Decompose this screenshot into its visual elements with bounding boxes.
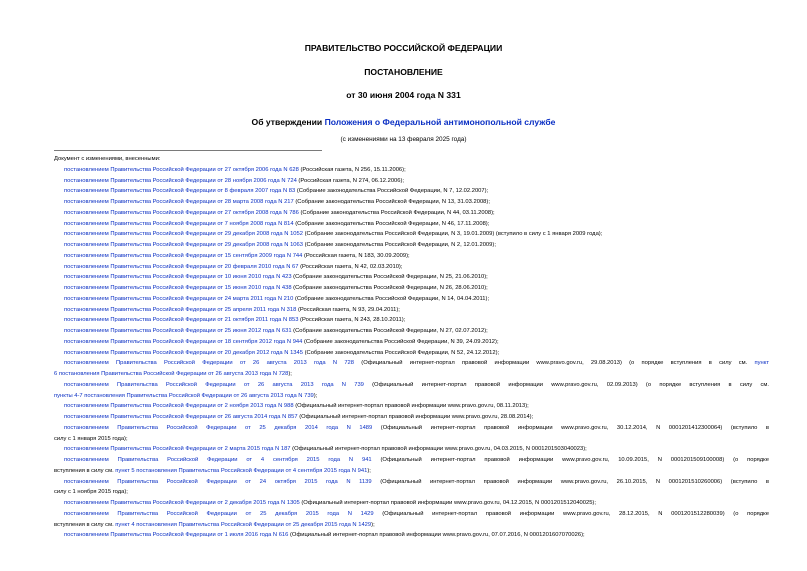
amendment-link[interactable]: постановлением Правительства Российской Федерации от 25 декабря 2014 года N 1489 [64, 425, 373, 431]
amendment-link[interactable]: постановлением Правительства Российской Федерации от 24 октября 2015 года N 1139 [64, 479, 372, 485]
amendment-continuation [54, 370, 769, 379]
revision-note: (с изменениями на 13 февраля 2025 года) [340, 136, 467, 143]
document-type: ПОСТАНОВЛЕНИЕ [364, 67, 443, 77]
amendment-source: (Собрание законодательства Российской Федерации, N 52, 24.12.2012); [302, 350, 500, 356]
amendment-source: (Официальный интернет-портал правовой информации www.pravo.gov.ru, 10.09.2015, N 0001201509100008) (о порядке [371, 457, 769, 463]
amendment-source: (Официальный интернет-портал правовой информации www.pravo.gov.ru, 08.11.2013); [293, 403, 529, 409]
amendment-link[interactable]: постановлением Правительства Российской Федерации от 8 февраля 2007 года N 83 [64, 188, 296, 194]
issuer-title: ПРАВИТЕЛЬСТВО РОССИЙСКОЙ ФЕДЕРАЦИИ [304, 43, 503, 53]
amendment-link[interactable]: постановлением Правительства Российской Федерации от 26 августа 2013 года N 728 [64, 360, 355, 366]
continuation-text: силу с 1 января 2015 года); [54, 436, 128, 442]
continuation-link[interactable]: пункт 5 постановления Правительства Российской Федерации от 4 сентября 2015 года N 941 [115, 468, 368, 474]
amendment-source: (Официальный интернет-портал правовой информации www.pravo.gov.ru, 07.07.2016, N 0001201607070026); [288, 532, 585, 538]
amendment-link[interactable]: постановлением Правительства Российской Федерации от 26 августа 2014 года N 857 [64, 414, 298, 420]
amendment-item [64, 273, 769, 282]
amendment-continuation [54, 392, 769, 401]
continuation-link[interactable]: 6 постановления Правительства Российской Федерации от 26 августа 2013 года N 728 [54, 371, 289, 377]
amendment-link[interactable]: постановлением Правительства Российской Федерации от 7 ноября 2008 года N 814 [64, 221, 294, 227]
amendment-link[interactable]: постановлением Правительства Российской Федерации от 1 июля 2016 года N 616 [64, 532, 289, 538]
amendment-link[interactable]: постановлением Правительства Российской Федерации от 2 марта 2015 года N 187 [64, 446, 291, 452]
amendment-source: (Собрание законодательства Российской Федерации, N 46, 17.11.2008); [293, 221, 490, 227]
amendment-source: (Собрание законодательства Российской Федерации, N 13, 31.03.2008); [293, 199, 490, 205]
amendment-source: (Собрание законодательства Российской Федерации, N 27, 02.07.2012); [291, 328, 488, 334]
amendment-source: (Собрание законодательства Российской Федерации, N 44, 03.11.2008); [298, 210, 495, 216]
amendment-item [64, 209, 769, 218]
amendment-link[interactable]: постановлением Правительства Российской Федерации от 27 октября 2006 года N 628 [64, 167, 299, 173]
amendment-continuation [54, 488, 769, 497]
continuation-text: ); [313, 393, 318, 399]
amendment-link[interactable]: постановлением Правительства Российской Федерации от 25 июня 2012 года N 631 [64, 328, 292, 334]
amendment-source: (Российская газета, N 274, 06.12.2006); [296, 178, 405, 184]
amendment-source: (Российская газета, N 256, 15.11.2006); [298, 167, 406, 173]
amendment-link[interactable]: постановлением Правительства Российской Федерации от 15 июня 2010 года N 438 [64, 285, 292, 291]
amendment-source: (Российская газета, N 93, 29.04.2011); [296, 307, 400, 313]
amendment-item [64, 284, 769, 293]
amendment-item [64, 402, 769, 411]
amendment-item [64, 499, 769, 508]
continuation-link[interactable]: пункт 4 постановления Правительства Российской Федерации от 25 декабря 2015 года N 1429 [115, 522, 372, 528]
continuation-closing: ); [371, 522, 375, 528]
amendment-item [64, 359, 769, 368]
amendment-link[interactable]: постановлением Правительства Российской Федерации от 18 сентября 2012 года N 944 [64, 339, 303, 345]
amendment-item [64, 338, 769, 347]
amendment-link[interactable]: постановлением Правительства Российской Федерации от 28 марта 2008 года N 217 [64, 199, 294, 205]
amendment-source: (Официальный интернет-портал правовой информации www.pravo.gov.ru, 26.10.2015, N 0001201510260006) (вступило в [371, 479, 769, 485]
amendment-link[interactable]: постановлением Правительства Российской Федерации от 4 сентября 2015 года N 941 [64, 457, 372, 463]
amendment-item [64, 445, 769, 454]
continuation-text: вступления в силу см. [54, 468, 116, 474]
amendment-link[interactable]: постановлением Правительства Российской Федерации от 27 октября 2008 года N 786 [64, 210, 299, 216]
amendment-source: (Официальный интернет-портал правовой информации www.pravo.gov.ru, 30.12.2014, N 0001201412300064) (вступило в [372, 425, 769, 431]
continuation-text: силу с 1 ноября 2015 года); [54, 489, 128, 495]
amendment-item [64, 531, 769, 540]
amendment-source: (Собрание законодательства Российской Федерации, N 25, 21.06.2010); [291, 274, 488, 280]
amendment-source: (Официальный интернет-портал правовой информации www.pravo.gov.ru, 04.03.2015, N 0001201503040023); [290, 446, 587, 452]
amendment-link[interactable]: постановлением Правительства Российской Федерации от 2 ноября 2013 года N 988 [64, 403, 294, 409]
amendment-item [64, 349, 769, 358]
continuation-closing: ); [367, 468, 371, 474]
amendment-item [64, 177, 769, 186]
amendment-link[interactable]: постановлением Правительства Российской Федерации от 21 октября 2011 года N 853 [64, 317, 299, 323]
amendment-link[interactable]: постановлением Правительства Российской Федерации от 28 ноября 2006 года N 724 [64, 178, 297, 184]
heading-regulation-link[interactable]: Положения о Федеральной антимонопольной службе [324, 117, 556, 127]
amendment-item [64, 413, 769, 422]
amendment-item [64, 478, 769, 487]
amendment-link[interactable]: постановлением Правительства Российской Федерации от 25 апреля 2011 года N 318 [64, 307, 297, 313]
amendment-link[interactable]: постановлением Правительства Российской Федерации от 2 декабря 2015 года N 1305 [64, 500, 300, 506]
amendment-link[interactable]: постановлением Правительства Российской Федерации от 29 декабря 2008 года N 1052 [64, 231, 303, 237]
amendment-continuation [54, 467, 769, 476]
amendment-source: (Официальный интернет-портал правовой информации www.pravo.gov.ru, 28.12.2015, N 0001201512280039) (о порядке [373, 511, 769, 517]
continuation-text: вступления в силу см. [54, 522, 116, 528]
amendment-item [64, 220, 769, 229]
amendment-source: (Официальный интернет-портал правовой информации www.pravo.gov.ru, 02.09.2013) (о порядке вступления в силу см. [363, 382, 769, 388]
amendment-item [64, 166, 769, 175]
amendment-link[interactable]: постановлением Правительства Российской Федерации от 20 декабря 2012 года N 1345 [64, 350, 303, 356]
amendment-source: (Российская газета, N 183, 30.09.2009); [302, 253, 410, 259]
amendment-item [64, 187, 769, 196]
amendment-source: (Собрание законодательства Российской Федерации, N 14, 04.04.2011); [293, 296, 490, 302]
amendments-intro: Документ с изменениями, внесенными: [54, 156, 161, 162]
amendment-source: (Официальный интернет-портал правовой информации www.pravo.gov.ru, 28.08.2014); [297, 414, 534, 420]
amendment-link[interactable]: постановлением Правительства Российской Федерации от 25 декабря 2015 года N 1429 [64, 511, 374, 517]
amendment-source: (Собрание законодательства Российской Федерации, N 2, 12.01.2009); [302, 242, 496, 248]
amendment-source: (Российская газета, N 243, 28.10.2011); [298, 317, 406, 323]
separator-rule [54, 150, 322, 151]
amendment-item [64, 295, 769, 304]
amendment-source: (Российская газета, N 42, 02.03.2010); [298, 264, 403, 270]
amendment-item [64, 306, 769, 315]
amendment-source: (Собрание законодательства Российской Федерации, N 26, 28.06.2010); [291, 285, 488, 291]
amendment-item [64, 230, 769, 239]
amendment-source: (Собрание законодательства Российской Федерации, N 3, 19.01.2009) (вступило в силу с 1 января 2009 года); [302, 231, 603, 237]
amendment-source: (Собрание законодательства Российской Федерации, N 39, 24.09.2012); [302, 339, 499, 345]
amendment-link[interactable]: постановлением Правительства Российской Федерации от 29 декабря 2008 года N 1063 [64, 242, 303, 248]
amendment-item [64, 327, 769, 336]
amendment-item [64, 263, 769, 272]
document-heading [0, 117, 807, 128]
amendment-item [64, 241, 769, 250]
amendment-continuation [54, 435, 769, 444]
amendment-source: (Официальный интернет-портал правовой информации www.pravo.gov.ru, 29.08.2013) (о порядке вступления в силу см. [354, 360, 755, 366]
amendment-continuation [54, 521, 769, 530]
amendment-item [64, 381, 769, 390]
amendment-clause-link[interactable]: пункт [754, 360, 769, 366]
amendment-link[interactable]: постановлением Правительства Российской Федерации от 26 августа 2013 года N 739 [64, 382, 364, 388]
amendment-source: (Собрание законодательства Российской Федерации, N 7, 12.02.2007); [295, 188, 489, 194]
amendment-item [64, 198, 769, 207]
heading-prefix: Об утверждении [251, 117, 325, 127]
continuation-link[interactable]: пункты 4-7 постановления Правительства Российской Федерации от 26 августа 2013 года N 739 [54, 393, 314, 399]
amendment-item [64, 510, 769, 519]
amendment-link[interactable]: постановлением Правительства Российской Федерации от 15 сентября 2009 года N 744 [64, 253, 303, 259]
amendment-link[interactable]: постановлением Правительства Российской Федерации от 24 марта 2011 года N 210 [64, 296, 294, 302]
amendment-item [64, 252, 769, 261]
amendment-item [64, 456, 769, 465]
continuation-text: ); [288, 371, 292, 377]
amendment-item [64, 316, 769, 325]
document-date-number: от 30 июня 2004 года N 331 [346, 90, 461, 100]
amendment-item [64, 424, 769, 433]
amendment-link[interactable]: постановлением Правительства Российской Федерации от 20 февраля 2010 года N 67 [64, 264, 299, 270]
amendment-link[interactable]: постановлением Правительства Российской Федерации от 10 июня 2010 года N 423 [64, 274, 292, 280]
amendment-source: (Официальный интернет-портал правовой информации www.pravo.gov.ru, 04.12.2015, N 0001201512040025); [299, 500, 596, 506]
